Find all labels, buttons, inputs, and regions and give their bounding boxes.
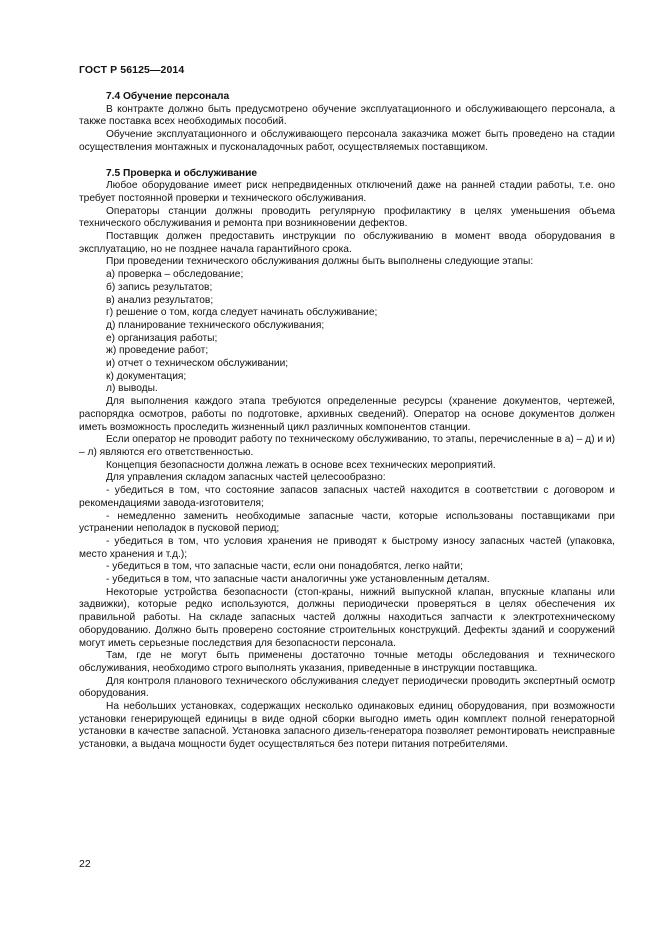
paragraph: Концепция безопасности должна лежать в основе всех технических мероприятий. — [106, 459, 496, 471]
list-item: - убедиться в том, что запасные части аналогичны уже установленным деталям. — [106, 574, 490, 586]
document-code-header: ГОСТ Р 56125—2014 — [79, 64, 185, 76]
paragraph: Поставщик должен предоставить инструкции по обслуживанию в момент ввода оборудования в эксплуатацию, но не позднее начала гарантийного срока. — [79, 231, 615, 255]
paragraph: При проведении технического обслуживания должны быть выполнены следующие этапы: — [106, 256, 534, 268]
paragraph: Для выполнения каждого этапа требуются определенные ресурсы (хранение документов, чертежей, распорядка осмотров, работы по подготовке, архивных сведений). Оператор на основе документов должен иметь возможность проследить жизненный цикл различных компонентов станции. — [79, 396, 615, 433]
list-item: - убедиться в том, что запасные части, если они понадобятся, легко найти; — [106, 561, 463, 573]
paragraph: Там, где не могут быть применены достаточно точные методы обследования и технического обслуживания, необходимо строго выполнять указания, приведенные в инструкции поставщика. — [79, 650, 615, 674]
paragraph: Любое оборудование имеет риск непредвиденных отключений даже на ранней стадии работы, т.е. оно требует постоянной проверки и технического обслуживания. — [79, 180, 615, 204]
list-item: е) организация работы; — [106, 332, 218, 344]
list-item: л) выводы. — [106, 383, 158, 395]
paragraph: Для контроля планового технического обслуживания следует периодически проводить экспертный осмотр оборудования. — [79, 675, 615, 700]
paragraph: Некоторые устройства безопасности (стоп-краны, нижний выпускной клапан, впускные клапаны или задвижки), которые редко используются, должны периодически проверяться в целях обеспечения их правильной работы. На складе запасных частей должны находиться запчасти к электротехническому оборудованию. Должно быть проверено состояние строительных конструкций. Дефекты зданий и сооружений могут иметь серьезные последствия для безопасности персонала. — [79, 586, 615, 649]
list-item: а) проверка – обследование; — [106, 269, 244, 281]
section-7-5 — [79, 168, 615, 752]
paragraph: Для управления складом запасных частей целесообразно: — [106, 472, 386, 484]
list-item: - немедленно заменить необходимые запасные части, которые использованы поставщиками при устранении неполадок в пусковой период; — [79, 510, 615, 535]
page-number: 22 — [79, 858, 91, 870]
list-item: к) документация; — [106, 370, 187, 382]
list-item: и) отчет о техническом обслуживании; — [106, 358, 289, 370]
page-body — [79, 91, 615, 752]
paragraph: Операторы станции должны проводить регулярную профилактику в целях уменьшения объема технического обслуживания и ремонта при возникновении дефектов. — [79, 205, 615, 230]
list-item: - убедиться в том, что состояние запасов запасных частей находится в соответствии с договором и рекомендациями завода-изготовителя; — [79, 485, 615, 509]
list-item: д) планирование технического обслуживания; — [106, 319, 325, 331]
section-title: 7.5 Проверка и обслуживание — [106, 167, 258, 179]
list-item: б) запись результатов; — [106, 281, 213, 293]
section-7-4 — [79, 91, 615, 155]
list-item: в) анализ результатов; — [106, 294, 214, 306]
paragraph: Если оператор не проводит работу по техническому обслуживанию, то этапы, перечисленные в а) – д) и и) – л) являются его ответственностью. — [79, 434, 615, 458]
paragraph: В контракте должно быть предусмотрено обучение эксплуатационного и обслуживающего персонала, а также поставка всех необходимых пособий. — [79, 103, 615, 128]
warehouse-list — [79, 485, 615, 587]
list-item: - убедиться в том, что условия хранения не приводят к быстрому износу запасных частей (упаковка, место хранения и т.д.); — [79, 535, 615, 560]
stages-list — [79, 269, 615, 396]
paragraph: Обучение эксплуатационного и обслуживающего персонала заказчика может быть проведено на стадии осуществления монтажных и пусконаладочных работ, осуществляемых поставщиком. — [79, 129, 615, 153]
section-title: 7.4 Обучение персонала — [106, 91, 230, 102]
list-item: ж) проведение работ; — [106, 345, 209, 357]
paragraph: На небольших установках, содержащих несколько одинаковых единиц оборудования, при возможности установки генерирующей единицы в виде одной сборки выгодно иметь один комплект полной генераторной установки в качестве запасной. Установка запасного дизель-генератора позволяет ремонтировать неисправные установки, а выдача мощности будет осуществляться без потери питания потребителями. — [79, 701, 615, 751]
list-item: г) решение о том, когда следует начинать обслуживание; — [106, 307, 378, 319]
